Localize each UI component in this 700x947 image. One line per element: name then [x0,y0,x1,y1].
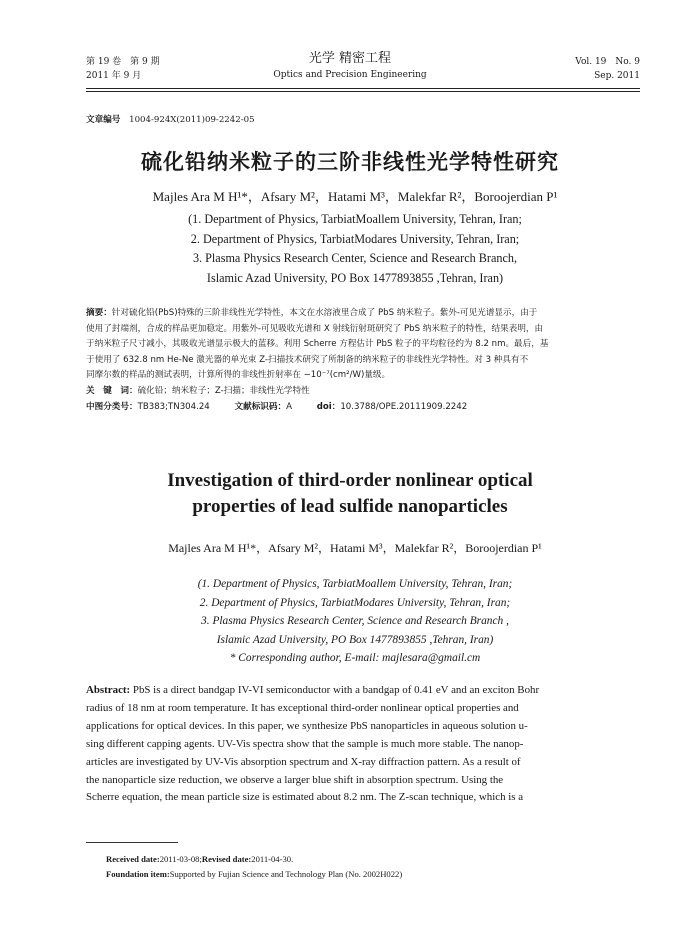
article-number-label: 文章编号 [86,115,121,125]
abstract-cn-label: 摘要： [86,308,112,318]
received-value: 2011-03-08; [159,854,202,864]
abstract-en-label: Abstract: [86,684,131,696]
doc-code-label: 文献标识码： [234,402,287,412]
affiliation-line: 3. Plasma Physics Research Center, Science and Research Branch, [192,251,518,265]
affiliations-cn [70,210,640,288]
abstract-cn-line: 于使用了 632.8 nm He-Ne 激光器的单光束 Z-扫描技术研究了所制备的纳米粒子的非线性光学特性。对 3 种具有不 [86,354,529,365]
footnote-foundation [106,867,640,881]
revised-label: Revised date: [201,854,252,864]
article-number [86,114,255,126]
abstract-cn-line: 同摩尔数的样品的测试表明，计算所得的非线性折射率在 −10⁻⁷(cm²/W)量级。 [86,370,391,381]
foundation-label: Foundation item: [106,869,170,879]
date-en: Sep. 2011 [594,71,640,81]
keywords-cn [86,384,640,400]
abstract-cn [86,306,640,384]
affiliation-line: 2. Department of Physics, TarbiatModares University, Tehran, Iran; [190,231,520,246]
affiliation-en-line: Islamic Azad University, PO Box 1477893855 ,Tehran, Iran) [216,633,494,646]
doi-value: 10.3788/OPE.20111909.2242 [340,402,468,412]
header-rule-top [86,88,640,89]
authors-cn-section: Majles Ara M H¹*，Afsary M²，Hatami M³，Malekfar R²，Boroojerdian P¹ [152,189,558,204]
classification-line [86,400,640,416]
abstract-en-line: sing different capping agents. UV-Vis spectra show that the sample is much more stable. The nanop- [86,737,524,750]
title-en-line: properties of lead sulfide nanoparticles [192,496,508,517]
article-number-value: 1004-924X(2011)09-2242-05 [129,115,255,125]
doi-label: doi： [316,402,341,412]
keywords-label: 关 键 词： [86,386,138,396]
header-rule-bottom [86,91,640,92]
date-cn: 2011 年 9 月 [86,71,142,81]
abstract-en-line: Scherre equation, the mean particle size is estimated about 8.2 nm. The Z-scan technique, which is a [86,791,524,804]
title-en [60,468,640,520]
abstract-cn-text: 针对硫化铅(PbS)特殊的三阶非线性光学特性，本文在水溶液里合成了 PbS 纳米粒子。紫外-可见光谱显示，由于 [111,308,538,318]
footnote-dates [106,852,640,866]
abstract-en-text: PbS is a direct bandgap IV-VI semiconductor with a bandgap of 0.41 eV and an exciton Bohr [132,684,540,696]
journal-title-en: Optics and Precision Engineering [273,70,427,80]
affiliation-en-line: 3. Plasma Physics Research Center, Science and Research Branch , [201,615,509,627]
clc-value: TB383;TN304.24 [137,402,210,412]
abstract-en-line [86,682,640,700]
abstract-en-line: articles are investigated by UV-Vis absorption spectrum and X-ray diffraction pattern. As a result of [86,755,521,768]
abstract-en-line: the nanoparticle size reduction, we observe a larger blue shift in absorption spectrum. Using the [86,773,504,786]
title-cn: 硫化铅纳米粒子的三阶非线性光学特性研究 [141,150,559,174]
affiliation-en-line: (1. Department of Physics, TarbiatMoallem University, Tehran, Iran; [197,578,513,590]
received-label: Received date: [106,854,160,864]
volume-issue-en: Vol. 19 No. 9 [575,57,640,67]
affiliation-line: (1. Department of Physics, TarbiatMoallem University, Tehran, Iran; [188,212,522,226]
abstract-en [86,682,640,807]
title-en-line: Investigation of third-order nonlinear optical [167,470,533,491]
footnote-rule [86,842,178,843]
affiliation-en-line: 2. Department of Physics, TarbiatModares University, Tehran, Iran; [199,596,511,609]
revised-value: 2011-04-30. [251,854,294,864]
abstract-cn-line: 于纳米粒子尺寸减小，其吸收光谱显示极大的蓝移。利用 Scherre 方程估计 PbS 粒子的平均粒径约为 8.2 nm。最后，基 [86,339,549,350]
journal-title-cn: 光学 精密工程 [308,51,392,66]
abstract-en-line: applications for optical devices. In this paper, we synthesize PbS nanoparticles in aqueous solution u- [86,719,528,732]
corresponding-author: * Corresponding author, E-mail: majlesara@gmail.cm [229,652,481,664]
authors-en: Majles Ara M H¹*，Afsary M²，Hatami M³，Malekfar R²，Boroojerdian P¹ [168,541,542,555]
foundation-value: Supported by Fujian Science and Technology Plan (No. 2002H022) [169,869,403,879]
abstract-cn-line [86,306,640,322]
clc-label: 中图分类号： [86,402,138,412]
doc-code-value: A [286,402,292,412]
abstract-cn-line: 使用了封端剂，合成的样品更加稳定。用紫外-可见吸收光谱和 X 射线衍射斑研究了 PbS 纳米粒子的特性，结果表明，由 [86,323,544,334]
keywords-value: 硫化铅；纳米粒子；Z-扫描；非线性光学特性 [137,386,310,396]
volume-issue-cn: 第 19 卷 第 9 期 [86,57,160,67]
affiliations-en [70,575,640,668]
abstract-en-line: radius of 18 nm at room temperature. It has exceptional third-order nonlinear optical properties and [86,701,519,714]
affiliation-line: Islamic Azad University, PO Box 1477893855 ,Tehran, Iran) [206,270,504,285]
